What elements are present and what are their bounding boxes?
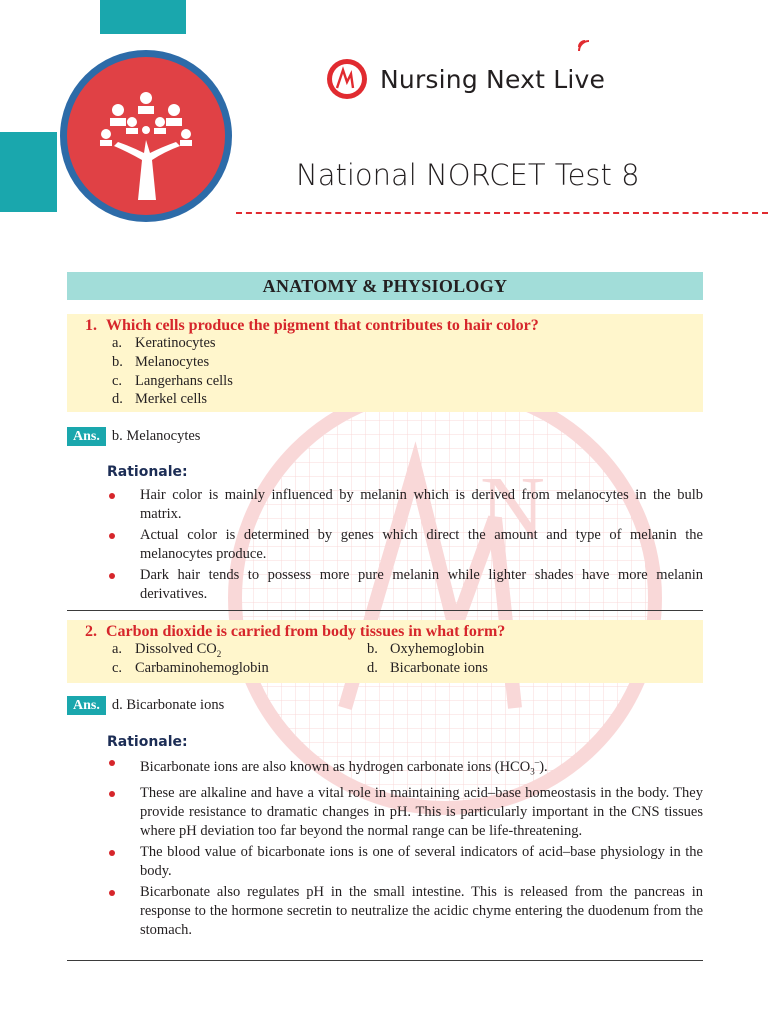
section-heading: ANATOMY & PHYSIOLOGY	[67, 272, 703, 300]
brand-name: Nursing Next Liv e	[380, 65, 605, 94]
q1-option-a: a. Keratinocytes	[112, 335, 216, 351]
question-2-box	[67, 620, 703, 683]
test-title: National NORCET Test 8	[296, 158, 640, 192]
q2-answer	[67, 696, 224, 715]
answer-tag: Ans.	[67, 427, 106, 446]
question-1-box	[67, 314, 703, 412]
tree-emblem-icon	[58, 48, 234, 224]
teal-side-block	[0, 132, 57, 212]
rationale-item: The blood value of bicarbonate ions is one of several indicators of acid–base physiology in the body.	[105, 843, 703, 881]
q1-rationale-list	[105, 486, 703, 606]
answer-tag: Ans.	[67, 696, 106, 715]
header-divider	[236, 212, 768, 214]
brand-header	[326, 58, 605, 100]
rationale-item: Bicarbonate ions are also known as hydrogen carbonate ions $(HCO_3^-)$.	[105, 753, 703, 782]
rationale-item: Bicarbonate also regulates pH in the small intestine. This is released from the pancreas in response to the hormone secretin to neutralize the acidic chyme entering the duodenum from the stomach.	[105, 883, 703, 940]
rationale-item: Actual color is determined by genes which direct the amount and type of melanin the melanocytes produce.	[105, 526, 703, 564]
rationale-item: These are alkaline and have a vital role in maintaining acid–base homeostasis in the body. They provide resistance to dramatic changes in pH. This is particularly important in the CNS tissues where pH deviation too far beyond the normal range can be life-threatening.	[105, 784, 703, 841]
answer-text: d. Bicarbonate ions	[111, 697, 225, 713]
q2-option-a: a. Dissolved $CO_2$	[112, 641, 222, 659]
answer-text: b. Melanocytes	[111, 428, 201, 444]
q1-rationale-label: Rationale:	[107, 464, 188, 480]
question-2-text: 2. Carbon dioxide is carried from body tissues in what form?	[85, 623, 506, 640]
q2-option-b: b. Oxyhemoglobin	[367, 641, 485, 657]
q1-option-b: b. Melanocytes	[112, 354, 210, 370]
q2-rationale-label: Rationale:	[107, 734, 188, 750]
rationale-item: Hair color is mainly influenced by melanin which is derived from melanocytes in the bulb matrix.	[105, 486, 703, 524]
nursing-next-live-logo-icon	[326, 58, 368, 100]
question-1-text: 1. Which cells produce the pigment that contributes to hair color?	[85, 317, 539, 334]
q2-rationale-list	[105, 753, 703, 942]
svg-text:N: N	[480, 459, 545, 558]
question-divider	[67, 610, 703, 611]
q1-option-c: c. Langerhans cells	[112, 373, 233, 389]
rationale-item: Dark hair tends to possess more pure melanin while lighter shades have more melanin derivatives.	[105, 566, 703, 604]
q1-option-d: d. Merkel cells	[112, 391, 208, 407]
q2-option-d: d. Bicarbonate ions	[367, 660, 488, 676]
teal-corner-block	[100, 0, 186, 34]
q1-answer	[67, 427, 200, 446]
live-signal-icon	[576, 37, 594, 55]
q2-option-c: c. Carbaminohemoglobin	[112, 660, 269, 676]
question-divider	[67, 960, 703, 961]
